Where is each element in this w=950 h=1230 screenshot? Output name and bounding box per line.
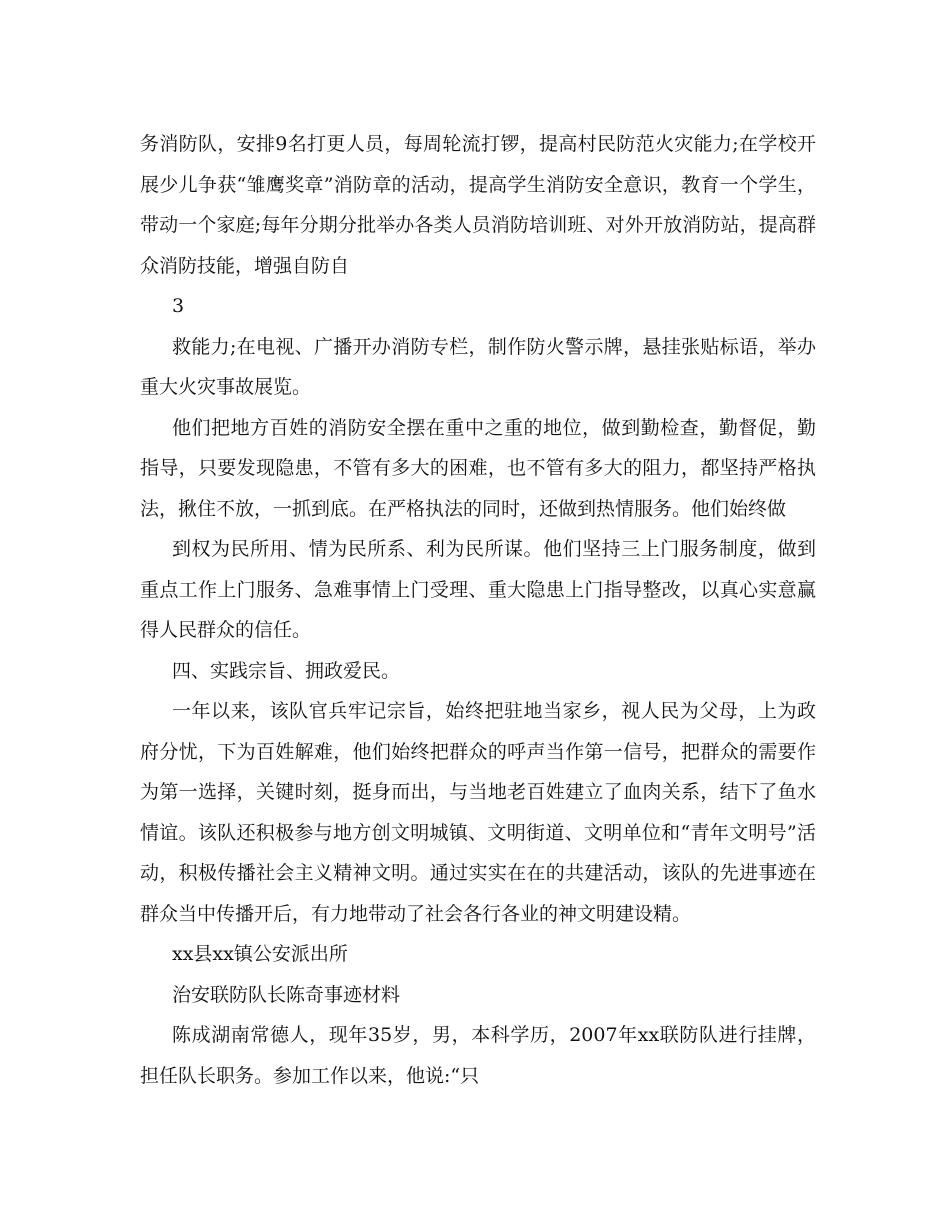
subtitle-line: 治安联防队长陈奇事迹材料	[172, 983, 401, 1006]
paragraph: 救能力;在电视、广播开办消防专栏，制作防火警示牌，悬挂张贴标语，举办重大火灾事故展览。	[140, 335, 816, 398]
section-heading: 四、实践宗旨、拥政爱民。	[172, 659, 401, 682]
paragraph: 陈成湖南常德人，现年35岁，男，本科学历，2007年xx联防队进行挂牌，担任队长职务。参加工作以来，他说:“只	[140, 1024, 816, 1087]
paragraph-continued: 务消防队，安排9名打更人员，每周轮流打锣，提高村民防范火灾能力;在学校开展少儿争获“雏鹰奖章”消防章的活动，提高学生消防安全意识，教育一个学生，带动一个家庭;每年分期分批举办各类人员消防培训班、对外开放消防站，提高群众消防技能，增强自防自	[140, 133, 816, 277]
organization-line: xx县xx镇公安派出所	[172, 943, 348, 965]
page-number: 3	[172, 295, 185, 317]
document-body	[140, 124, 816, 1096]
paragraph: 到权为民所用、情为民所系、利为民所谋。他们坚持三上门服务制度，做到重点工作上门服务、急难事情上门受理、重大隐患上门指导整改，以真心实意赢得人民群众的信任。	[140, 538, 816, 641]
paragraph: 他们把地方百姓的消防安全摆在重中之重的地位，做到勤检查，勤督促，勤指导，只要发现隐患，不管有多大的困难，也不管有多大的阻力，都坚持严格执法，揪住不放，一抓到底。在严格执法的同时，还做到热情服务。他们始终做	[140, 416, 816, 520]
paragraph: 一年以来，该队官兵牢记宗旨，始终把驻地当家乡，视人民为父母，上为政府分忧，下为百姓解难，他们始终把群众的呼声当作第一信号，把群众的需要作为第一选择，关键时刻，挺身而出，与当地老百姓建立了血肉关系，结下了鱼水情谊。该队还积极参与地方创文明城镇、文明街道、文明单位和“青年文明号”活动，积极传播社会主义精神文明。通过实实在在的共建活动，该队的先进事迹在群众当中传播开后，有力地带动了社会各行各业的神文明建设精。	[140, 700, 816, 925]
